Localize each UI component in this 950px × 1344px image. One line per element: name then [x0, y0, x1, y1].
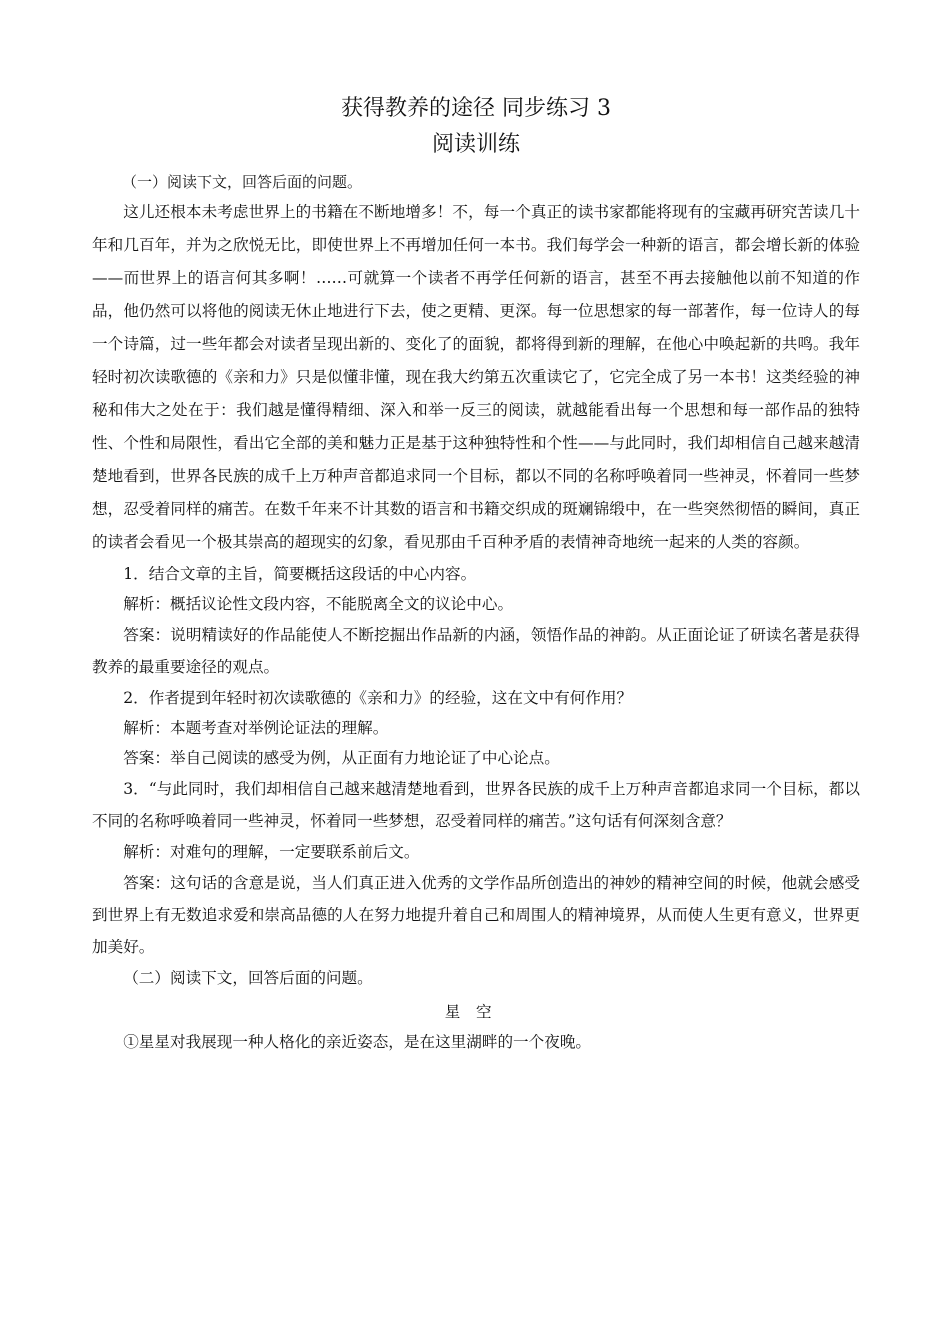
- question-3-analysis: 解析：对难句的理解，一定要联系前后文。: [123, 843, 420, 861]
- poem-line-1: ①星星对我展现一种人格化的亲近姿态，是在这里湖畔的一个夜晚。: [123, 1033, 592, 1051]
- passage1: 这儿还根本未考虑世界上的书籍在不断地增多！不，每一个真正的读书家都能将现有的宝藏再研究苦读几十年和几百年，并为之欣悦无比，即使世界上不再增加任何一本书。我们每学会一种新的语言，都会增长新的体验——而世界上的语言何其多啊！……可就算一个读者不再学任何新的语言，甚至不再去接触他以前不知道的作品，他仍然可以将他的阅读无休止地进行下去，使之更精、更深。每一位思想家的每一部著作，每一位诗人的每一个诗篇，过一些年都会对读者呈现出新的、变化了的面貌，都将得到新的理解，在他心中唤起新的共鸣。我年轻时初次读歌德的《亲和力》只是似懂非懂，现在我大约第五次重读它了，它完全成了另一本书！这类经验的神秘和伟大之处在于：我们越是懂得精细、深入和举一反三的阅读，就越能看出每一个思想和每一部作品的独特性、个性和局限性，看出它全部的美和魅力正是基于这种独特性和个性——与此同时，我们却相信自己越来越清楚地看到，世界各民族的成千上万种声音都追求同一个目标，都以不同的名称呼唤着同一些神灵，怀着同一些梦想，忍受着同样的痛苦。在数千年来不计其数的语言和书籍交织成的斑斓锦缎中，在一些突然彻悟的瞬间，真正的读者会看见一个极其崇高的超现实的幻象，看见那由千百种矛盾的表情神奇地统一起来的人类的容颜。: [92, 203, 860, 551]
- question-1-analysis: 解析：概括议论性文段内容，不能脱离全文的议论中心。: [123, 595, 514, 613]
- document-subtitle: 阅读训练: [431, 132, 520, 157]
- poem-title: 星空: [444, 1003, 508, 1021]
- question-3: 3．“与此同时，我们却相信自己越来越清楚地看到，世界各民族的成千上万种声音都追求同一个目标，都以不同的名称呼唤着同一些神灵，怀着同一些梦想，忍受着同样的痛苦。”这句话有何深刻含意？: [92, 780, 860, 830]
- section1-heading: （一）阅读下文，回答后面的问题。: [122, 173, 363, 191]
- document-title: 获得教养的途径 同步练习 3: [341, 96, 611, 121]
- question-3-answer: 答案：这句话的含意是说，当人们真正进入优秀的文学作品所创造出的神妙的精神空间的时候，他就会感受到世界上有无数追求爱和崇高品德的人在努力地提升着自己和周围人的精神境界，从而使人生更有意义，世界更加美好。: [92, 874, 860, 956]
- question-2-answer: 答案：举自己阅读的感受为例，从正面有力地论证了中心论点。: [123, 749, 560, 767]
- question-2-analysis: 解析：本题考查对举例论证法的理解。: [123, 719, 389, 737]
- question-1-answer: 答案：说明精读好的作品能使人不断挖掘出作品新的内涵，领悟作品的神韵。从正面论证了研读名著是获得教养的最重要途径的观点。: [92, 626, 860, 676]
- question-1: 1．结合文章的主旨，简要概括这段话的中心内容。: [123, 565, 477, 583]
- question-2: 2．作者提到年轻时初次读歌德的《亲和力》的经验，这在文中有何作用？: [123, 689, 633, 707]
- document-page: [92, 94, 860, 1057]
- section2-heading: （二）阅读下文，回答后面的问题。: [123, 969, 373, 987]
